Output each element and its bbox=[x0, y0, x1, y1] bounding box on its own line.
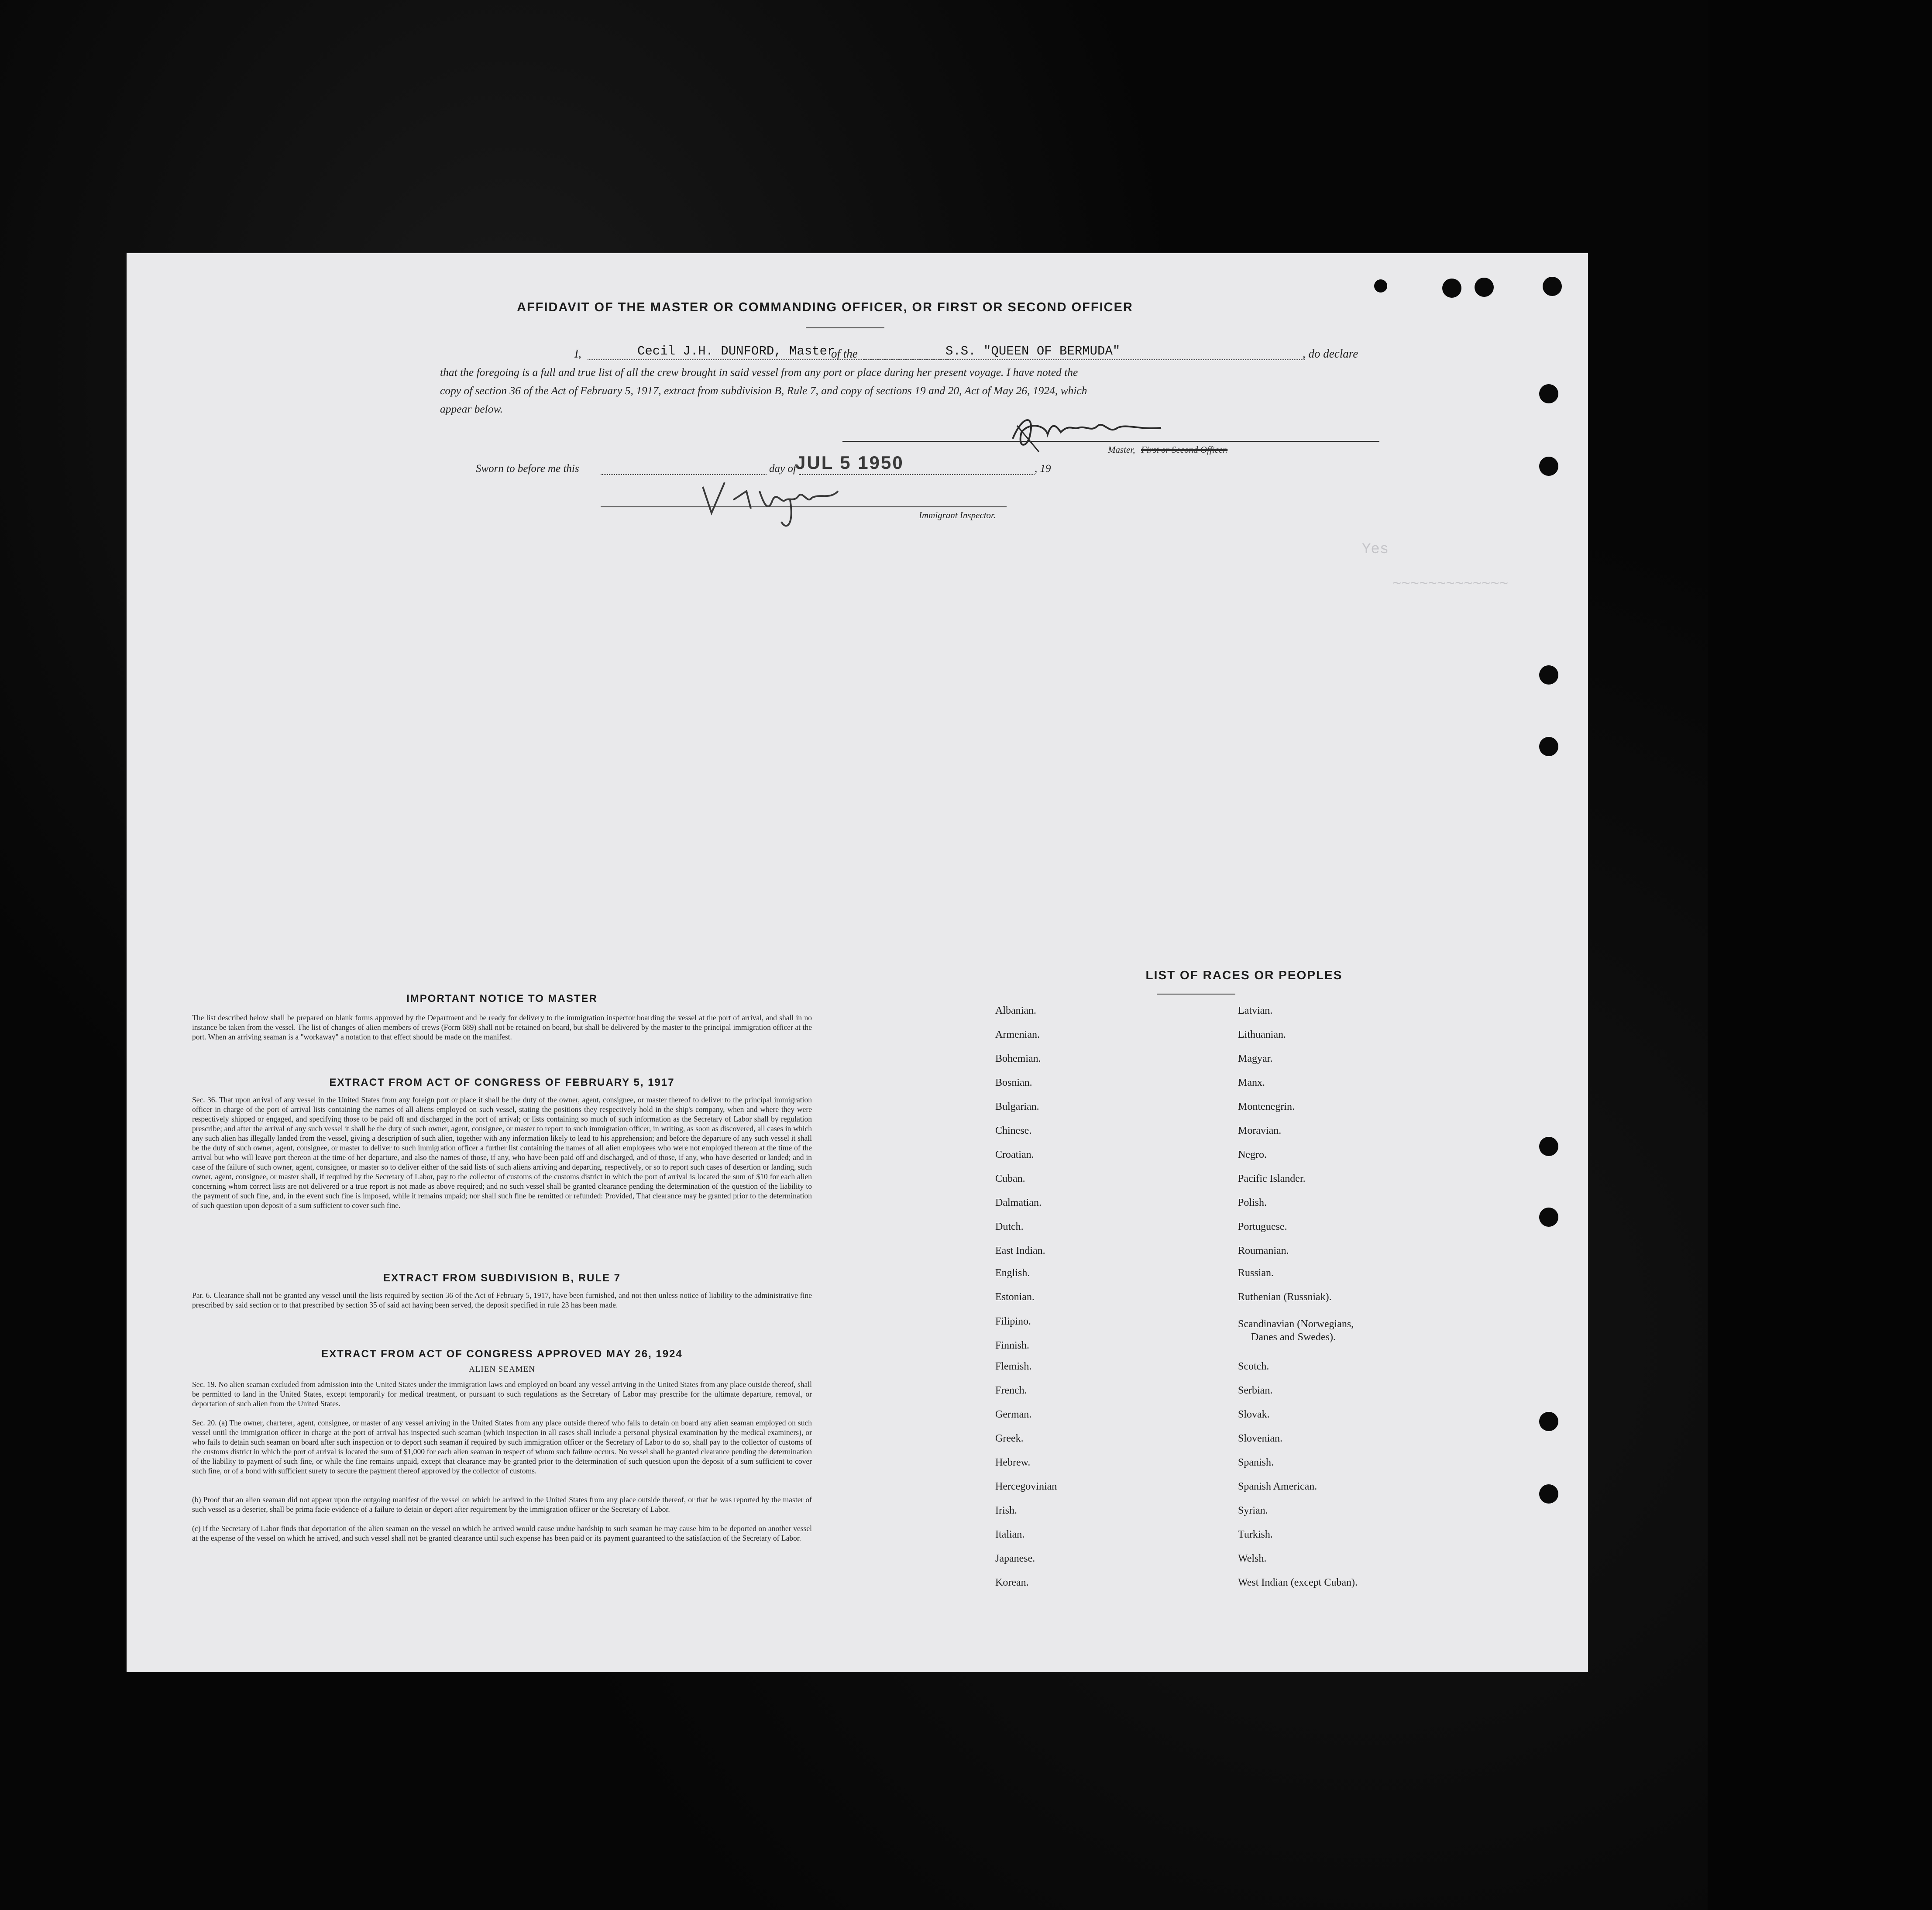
extract-1924-sec20a: Sec. 20. (a) The owner, charterer, agent, consignee, or master of any vessel arriving in the United States from any place outside thereof who fails to detain on board any alien seaman employed on such vessel until the immigration officer in charge at the port of arrival has inspected such seaman (which inspection in all cases shall include a personal physical examination by the medical examiners), or who fails to detain such seaman on board after such inspection or to deport such seaman if required by such immigration officer or the Secretary of Labor to do so, shall pay to the collector of customs of the customs district in which the port of arrival is located the sum of $1,000 for each alien seaman in respect of whom such failure occurs. No vessel shall be granted clearance pending the determination of the liability to payment of such fine, or while the fine remains unpaid, except that clearance may be granted prior to the determination of such question upon the deposit of a sum sufficient to cover such fine, or of a bond with sufficient surety to secure the payment thereof approved by the collector of customs. bbox=[192, 1418, 812, 1475]
punch-hole bbox=[1374, 279, 1387, 293]
notice-text: The list described below shall be prepared on blank forms approved by the Department and be ready for delivery to the immigration inspector boarding the vessel at the port of arrival, and shall in no instance be taken from the vessel. The list of changes of alien members of crews (Form 689) shall not be retained on board, but shall be delivered by the master to the principal immigration officer at the port. When an arriving seaman is a "workaway" a notation to that effect should be made on the manifest. bbox=[192, 1013, 812, 1041]
punch-hole bbox=[1539, 665, 1558, 685]
race-item: Roumanian. bbox=[1238, 1245, 1289, 1256]
extract-1924-sec20b: (b) Proof that an alien seaman did not appear upon the outgoing manifest of the vessel on which he arrived in the United States from any place outside thereof, or that he was reported by the master of such vessel as a deserter, shall be prima facie evidence of a failure to detain or deport after requirement by the immigration officer or the Secretary of Labor. bbox=[192, 1495, 812, 1514]
punch-hole bbox=[1539, 1484, 1558, 1504]
sworn-label: Sworn to before me this bbox=[476, 463, 579, 475]
day-of-label: day of bbox=[769, 463, 796, 475]
punch-hole bbox=[1539, 1412, 1558, 1431]
vessel-line bbox=[864, 359, 1305, 360]
punch-hole bbox=[1543, 277, 1562, 296]
title-underline bbox=[806, 327, 884, 328]
race-item: Dutch. bbox=[995, 1221, 1024, 1232]
extract-1924-sec20c: (c) If the Secretary of Labor finds that deportation of the alien seaman on the vessel on which he arrived would cause undue hardship to such seaman he may cause him to be deported on another vessel at the expense of the vessel on which he arrived, and such vessel shall not be granted clearance until such expense has been paid or its payment guaranteed to the satisfaction of the Secretary of Labor. bbox=[192, 1524, 812, 1542]
race-item: Slovak. bbox=[1238, 1409, 1270, 1420]
document-page: Yes ~~~~~~~~~~~~~ AFFIDAVIT OF THE MASTER OR COMMANDING OFFICER, OR FIRST OR SECOND OFFICER I, Cecil J.H. DUNFORD, Master of the S.S. "QUEEN OF BERMUDA" , do declare that the foregoing is a full and true list of all the crew brought in said vessel from any port or place during her present voyage. I have noted the copy of section 36 of the Act of February 5, 1917, extract from subdivision B, Rule 7, and copy of sections 19 and 20, Act of May 26, 1924, which appear below. Master, First or Second Officer. Sworn to before me this day of JUL 5 1950 , 19 Immigrant Inspector. IMPORTANT NOTICE TO MASTER The list described below shall be prepared on blank forms approved by the Department and be ready for delivery to the immigration inspector boarding the vessel at the port of arrival, and shall in no instance be taken from the vessel. The list of changes of alien members of crews (Form 689) shall not be retained on board, but shall be delivered by the master to the principal immigration officer at the port. When an arriving seaman is a "workaway" a notation to that effect should be made on the manifest. EXTRACT FROM ACT OF CONGRESS OF FEBRUARY 5, 1917 Sec. 36. That upon arrival of any vessel in the United States from any foreign port or place it shall be the duty of the owner, agent, consignee, or master thereof to deliver to the principal immigration officer in charge of the port of arrival lists containing the names of all aliens employed on such vessel, stating the positions they respectively hold in the ship's company, when and where they were respectively shipped or engaged, and specifying those to be paid off and discharged in the port of arrival; or lists containing so much of such information as the Secretary of Labor shall by regulation prescribe; and after the arrival of any such vessel it shall be the duty of such owner, agent, consignee, or master to report to such immigration officer, in writing, as soon as discovered, all cases in which any such alien has illegally landed from the vessel, giving a description of such alien, together with any information likely to lead to his apprehension; and before the departure of any such vessel it shall be the duty of such owner, agent, consignee, or master to deliver to such immigration officer a further list containing the names of all alien employees who were not employed thereon at the time of the arrival but who will leave port thereon at the time of her departure, and also the names of those, if any, who have been paid off and discharged, and of those, if any, who have deserted or landed; and in case of the failure of such owner, agent, consignee, or master so to deliver either of the said lists of such aliens arriving and departing, respectively, or so to report such cases of desertion or landing, such owner, agent, consignee, or master shall, if required by the Secretary of Labor, pay to the collector of customs of the customs district in which the port of arrival is located the sum of $10 for each alien concerning whom correct lists are not delivered or a true report is not made as above required; and no such vessel shall be granted clearance pending the determination of the question of the liability to the payment of such fine, and, in the event such fine is imposed, while it remains unpaid; nor shall such fine be remitted or refunded: Provided, That clearance may be granted prior to the determination of such question upon deposit of a sum sufficient to cover such fine. EXTRACT FROM SUBDIVISION B, RULE 7 Par. 6. Clearance shall not be granted any vessel until the lists required by section 36 of the Act of February 5, 1917, have been furnished, and not then unless notice of liability to the administrative fine prescribed by said section or to that prescribed by section 35 of said act having been served, the deposit specified in rule 23 has been made. EXTRACT FROM ACT OF CONGRESS APPROVED MAY 26, 1924 ALIEN SEAMEN Sec. 19. No alien seaman excluded from admission into the United States under the immigration laws and employed on board any vessel arriving in the United States from any place outside thereof, shall be permitted to land in the United States, except temporarily for medical treatment, or pursuant to such regulations as the Secretary of Labor may prescribe for the ultimate departure, removal, or deportation of such alien from the United States. Sec. 20. (a) The owner, charterer, agent, consignee, or master of any vessel arriving in the United States from any place outside thereof who fails to detain on board any alien seaman employed on such vessel until the immigration officer in charge at the port of arrival has inspected such seaman (which inspection in all cases shall include a personal physical examination by the medical examiners), or who fails to detain such seaman on board after such inspection or to deport such seaman if required by such immigration officer or the Secretary of Labor to do so, shall pay to the collector of customs of the customs district in which the port of arrival is located the sum of $1,000 for each alien seaman in respect of whom such failure occurs. No vessel shall be granted clearance pending the determination of the liability to payment of such fine, or while the fine remains unpaid, except that clearance may be granted prior to the determination of such question upon the deposit of a sum sufficient to cover such fine, or of a bond with sufficient surety to secure the payment thereof approved by the collector of customs. (b) Proof that an alien seaman did not appear upon the outgoing manifest of the vessel on which he arrived in the United States from any place outside thereof, or that he was reported by the master of such vessel as a deserter, shall be prima facie evidence of a failure to detain or deport after requirement by the immigration officer or the Secretary of Labor. (c) If the Secretary of Labor finds that deportation of the alien seaman on the vessel on which he arrived would cause undue hardship to such seaman he may cause him to be deported on another vessel at the expense of the vessel on which he arrived, and such vessel shall not be granted clearance until such expense has been paid or its payment guaranteed to the satisfaction of the Secretary of Labor. LIST OF RACES OR PEOPLES Albanian. Armenian. Bohemian. Bosnian. Bulgarian. Chinese. Croatian. Cuban. Dalmatian. Dutch. East Indian. English. Estonian. Filipino. Finnish. Flemish. French. German. Greek. Hebrew. Hercegovinian Irish. Italian. Japanese. Korean. Latvian. Lithuanian. Magyar. Manx. Montenegrin. Moravian. Negro. Pacific Islander. Polish. Portuguese. Roumanian. Russian. Ruthenian (Russniak). Scandinavian (Norwegians, Danes and Swedes). Scotch. Serbian. Slovak. Slovenian. Spanish. Spanish American. Syrian. Turkish. Welsh. West Indian (except Cuban). bbox=[127, 253, 1588, 1672]
race-item: Serbian. bbox=[1238, 1385, 1273, 1396]
race-item: Korean. bbox=[995, 1577, 1029, 1588]
vessel-name: S.S. "QUEEN OF BERMUDA" bbox=[945, 344, 1121, 358]
year-label: , 19 bbox=[1035, 463, 1051, 475]
inspector-label: Immigrant Inspector. bbox=[919, 510, 996, 520]
race-item: Spanish. bbox=[1238, 1457, 1274, 1468]
of-the-label: of the bbox=[831, 347, 858, 360]
race-item: Greek. bbox=[995, 1433, 1024, 1444]
statement-line-1: that the foregoing is a full and true list of all the crew brought in said vessel from any port or place during her present voyage. I have noted the bbox=[440, 366, 1078, 379]
race-item: Bohemian. bbox=[995, 1053, 1041, 1064]
punch-hole bbox=[1539, 384, 1558, 403]
race-item: Dalmatian. bbox=[995, 1197, 1042, 1208]
i-label: I, bbox=[574, 347, 581, 360]
race-item: Turkish. bbox=[1238, 1529, 1273, 1540]
race-item: Cuban. bbox=[995, 1173, 1025, 1184]
race-item: West Indian (except Cuban). bbox=[1238, 1577, 1358, 1588]
race-item: Scandinavian (Norwegians, bbox=[1238, 1318, 1354, 1330]
extract-1924-sec19: Sec. 19. No alien seaman excluded from admission into the United States under the immigration laws and employed on board any vessel arriving in the United States from any place outside thereof, shall be permitted to land in the United States, except temporarily for medical treatment, or pursuant to such regulations as the Secretary of Labor may prescribe for the ultimate departure, removal, or deportation of such alien from the United States. bbox=[192, 1380, 812, 1408]
race-item: Portuguese. bbox=[1238, 1221, 1287, 1232]
race-item: Latvian. bbox=[1238, 1005, 1273, 1016]
extract-1917-title: EXTRACT FROM ACT OF CONGRESS OF FEBRUARY 5, 1917 bbox=[329, 1077, 675, 1088]
master-signature-line bbox=[842, 441, 1379, 442]
inspector-signature-line bbox=[601, 506, 1007, 507]
officer-name: Cecil J.H. DUNFORD, Master bbox=[637, 344, 835, 358]
punch-hole bbox=[1475, 278, 1494, 297]
statement-line-3: appear below. bbox=[440, 403, 503, 415]
race-item: German. bbox=[995, 1409, 1032, 1420]
do-declare-label: , do declare bbox=[1303, 347, 1358, 360]
race-item: Montenegrin. bbox=[1238, 1101, 1295, 1112]
punch-hole bbox=[1539, 1137, 1558, 1156]
races-title: LIST OF RACES OR PEOPLES bbox=[1145, 968, 1343, 982]
master-label: Master, bbox=[1108, 444, 1135, 455]
race-item: English. bbox=[995, 1267, 1030, 1279]
extract-1924-title: EXTRACT FROM ACT OF CONGRESS APPROVED MAY 26, 1924 bbox=[321, 1348, 683, 1360]
race-item: Polish. bbox=[1238, 1197, 1267, 1208]
extract-rule7-title: EXTRACT FROM SUBDIVISION B, RULE 7 bbox=[383, 1272, 621, 1284]
date-stamp: JUL 5 1950 bbox=[795, 452, 904, 473]
race-item: Italian. bbox=[995, 1529, 1025, 1540]
race-item: Russian. bbox=[1238, 1267, 1274, 1279]
race-item: Ruthenian (Russniak). bbox=[1238, 1291, 1332, 1303]
extract-rule7-text: Par. 6. Clearance shall not be granted any vessel until the lists required by section 36 of the Act of February 5, 1917, have been furnished, and not then unless notice of liability to the administrative fine prescribed by said section or to that prescribed by section 35 of said act having been served, the deposit specified in rule 23 has been made. bbox=[192, 1291, 812, 1309]
race-item: Armenian. bbox=[995, 1029, 1040, 1040]
race-item: French. bbox=[995, 1385, 1027, 1396]
race-item: Filipino. bbox=[995, 1316, 1031, 1327]
race-item: Magyar. bbox=[1238, 1053, 1273, 1064]
race-item: Hercegovinian bbox=[995, 1481, 1057, 1492]
race-item: Pacific Islander. bbox=[1238, 1173, 1306, 1184]
race-item: Manx. bbox=[1238, 1077, 1265, 1088]
punch-hole bbox=[1442, 279, 1461, 298]
race-item: Spanish American. bbox=[1238, 1481, 1317, 1492]
race-item: Flemish. bbox=[995, 1361, 1032, 1372]
race-item: Finnish. bbox=[995, 1340, 1030, 1351]
race-item: Negro. bbox=[1238, 1149, 1267, 1160]
race-item: Hebrew. bbox=[995, 1457, 1031, 1468]
race-item: Welsh. bbox=[1238, 1553, 1267, 1564]
race-item: Scotch. bbox=[1238, 1361, 1269, 1372]
race-item: Irish. bbox=[995, 1505, 1017, 1516]
notice-title: IMPORTANT NOTICE TO MASTER bbox=[406, 993, 598, 1005]
race-item: Albanian. bbox=[995, 1005, 1036, 1016]
inspector-signature bbox=[694, 474, 860, 535]
race-item: Syrian. bbox=[1238, 1505, 1268, 1516]
race-item: Slovenian. bbox=[1238, 1433, 1282, 1444]
race-item: Croatian. bbox=[995, 1149, 1034, 1160]
extract-1924-subtitle: ALIEN SEAMEN bbox=[469, 1365, 535, 1374]
punch-hole bbox=[1539, 457, 1558, 476]
race-item: Japanese. bbox=[995, 1553, 1035, 1564]
race-item: Chinese. bbox=[995, 1125, 1032, 1136]
race-item: East Indian. bbox=[995, 1245, 1045, 1256]
affidavit-title: AFFIDAVIT OF THE MASTER OR COMMANDING OFFICER, OR FIRST OR SECOND OFFICER bbox=[517, 300, 1133, 314]
master-struck-text: First or Second Officer. bbox=[1141, 444, 1228, 455]
race-item: Estonian. bbox=[995, 1291, 1035, 1303]
extract-1917-text: Sec. 36. That upon arrival of any vessel in the United States from any foreign port or place it shall be the duty of the owner, agent, consignee, or master thereof to deliver to the principal immigration officer in charge of the port of arrival lists containing the names of all aliens employed on such vessel, stating the positions they respectively hold in the ship's company, when and where they were respectively shipped or engaged, and specifying those to be paid off and discharged in the port of arrival; or lists containing so much of such information as the Secretary of Labor shall by regulation prescribe; and after the arrival of any such vessel it shall be the duty of such owner, agent, consignee, or master to report to such immigration officer, in writing, as soon as discovered, all cases in which any such alien has illegally landed from the vessel, giving a description of such alien, together with any information likely to lead to his apprehension; and before the departure of any such vessel it shall be the duty of such owner, agent, consignee, or master to deliver to such immigration officer a further list containing the names of all alien employees who were not employed thereon at the time of the arrival but who will leave port thereon at the time of her departure, and also the names of those, if any, who have been paid off and discharged, and of those, if any, who have deserted or landed; and in case of the failure of such owner, agent, consignee, or master so to deliver either of the said lists of such aliens arriving and departing, respectively, or so to report such cases of desertion or landing, such owner, agent, consignee, or master shall, if required by the Secretary of Labor, pay to the collector of customs of the customs district in which the port of arrival is located the sum of $10 for each alien concerning whom correct lists are not delivered or a true report is not made as above required; and no such vessel shall be granted clearance pending the determination of the question of the liability to the payment of such fine, and, in the event such fine is imposed, while it remains unpaid; nor shall such fine be remitted or refunded: Provided, That clearance may be granted prior to the determination of such question upon deposit of a sum sufficient to cover such fine. bbox=[192, 1095, 812, 1210]
races-title-underline bbox=[1157, 994, 1235, 995]
punch-hole bbox=[1539, 1208, 1558, 1227]
race-item: Bulgarian. bbox=[995, 1101, 1039, 1112]
race-item: Moravian. bbox=[1238, 1125, 1282, 1136]
race-item: Danes and Swedes). bbox=[1251, 1332, 1336, 1343]
race-item: Lithuanian. bbox=[1238, 1029, 1286, 1040]
statement-line-2: copy of section 36 of the Act of February 5, 1917, extract from subdivision B, Rule 7, and copy of sections 19 and 20, Act of May 26, 1924, which bbox=[440, 384, 1087, 397]
race-item: Bosnian. bbox=[995, 1077, 1032, 1088]
punch-hole bbox=[1539, 737, 1558, 756]
